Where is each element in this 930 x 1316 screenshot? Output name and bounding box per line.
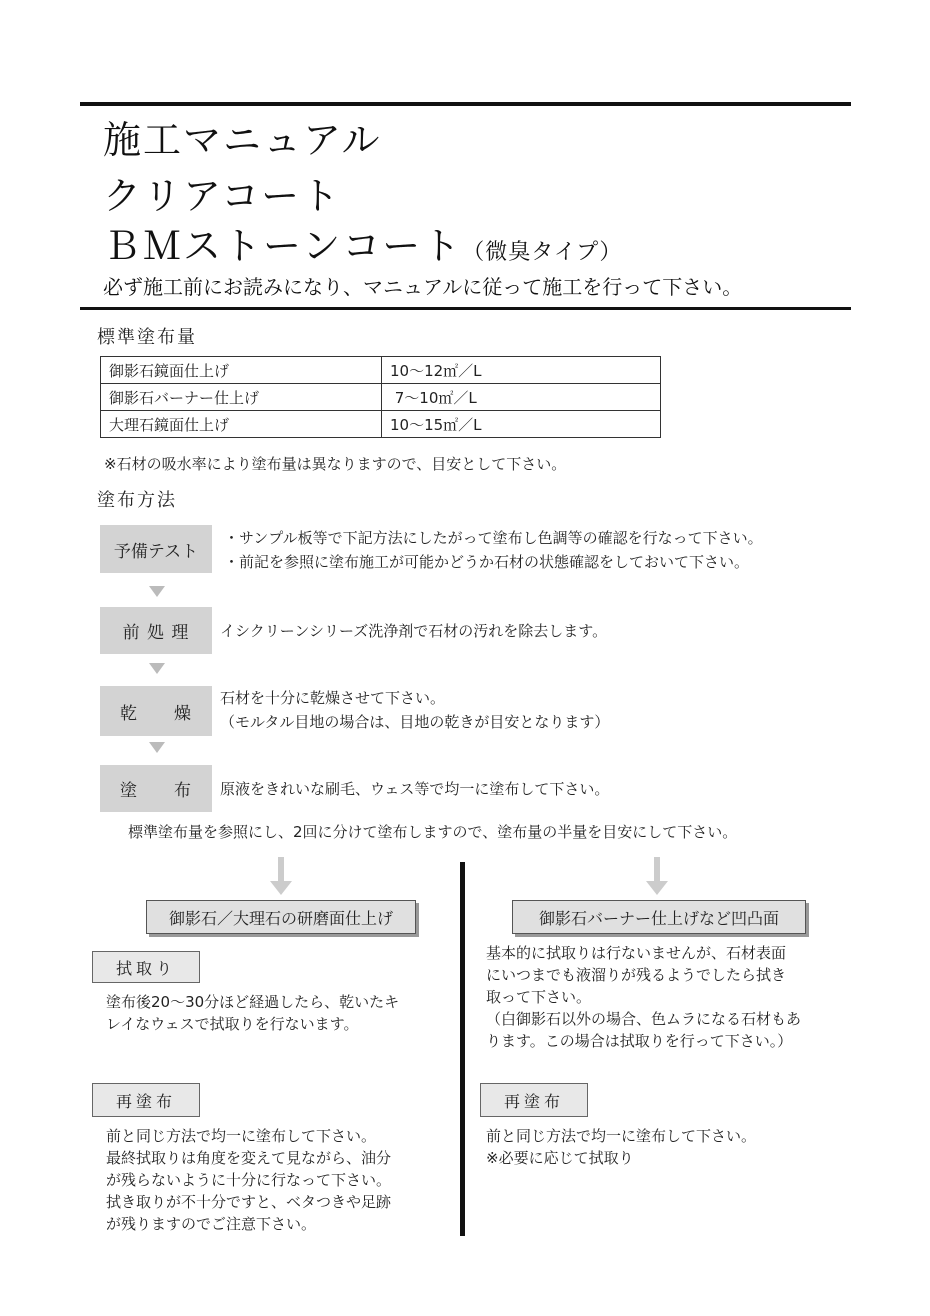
right-recoat-text <box>486 1125 756 1169</box>
finish-cell: 御影石バーナー仕上げ <box>101 384 382 411</box>
product-name: ＢＭストーンコート <box>103 224 463 268</box>
step-pretreatment: 前 処 理 <box>100 607 212 654</box>
table-row <box>101 357 661 384</box>
step-application-label: 塗 布 <box>120 781 192 801</box>
title-line-3 <box>103 224 622 275</box>
title-line-2: クリアコート <box>103 174 342 218</box>
coverage-table <box>100 356 661 438</box>
right-line: （白御影石以外の場合、色ムラになる石材もあ <box>486 1010 802 1028</box>
finish-cell: 大理石鏡面仕上げ <box>101 411 382 438</box>
wipe-label: 拭取り <box>92 951 200 983</box>
recoat-line: が残りますのでご注意下さい。 <box>106 1215 317 1233</box>
step-application-line-1: 原液をきれいな刷毛、ウェス等で均一に塗布して下さい。 <box>220 780 610 798</box>
wipe-line: 塗布後20～30分ほど経過したら、乾いたキ <box>106 993 400 1011</box>
arrow-shaft <box>278 857 284 883</box>
arrow-shaft <box>654 857 660 883</box>
finish-cell: 御影石鏡面仕上げ <box>101 357 382 384</box>
right-recoat-label: 再塗布 <box>480 1083 588 1117</box>
column-divider <box>460 862 465 1236</box>
step-drying-label: 乾 燥 <box>120 703 192 724</box>
left-recoat-text <box>106 1125 391 1235</box>
top-rule <box>80 102 851 106</box>
amount-cell: 7～10㎡／L <box>382 384 661 411</box>
notice: 必ず施工前にお読みになり、マニュアルに従って施工を行って下さい。 <box>103 275 743 299</box>
table-row <box>101 384 661 411</box>
right-line: 基本的に拭取りは行ないませんが、石材表面 <box>486 944 787 962</box>
title-line-1: 施工マニュアル <box>103 118 382 162</box>
recoat-line: ※必要に応じて拭取り <box>486 1149 634 1167</box>
right-header: 御影石バーナー仕上げなど凹凸面 <box>512 900 806 934</box>
right-line: 取って下さい。 <box>486 988 592 1006</box>
step-drying-line-1: 石材を十分に乾燥させて下さい。 <box>220 689 446 707</box>
left-recoat-label: 再塗布 <box>92 1083 200 1117</box>
left-header: 御影石／大理石の研磨面仕上げ <box>146 900 416 934</box>
arrow-down-icon <box>270 881 292 895</box>
step-application <box>100 765 212 812</box>
method-heading: 塗布方法 <box>97 490 177 511</box>
table-row <box>101 411 661 438</box>
step-drying-line-2: （モルタル目地の場合は、目地の乾きが目安となります） <box>220 713 610 731</box>
coverage-note: ※石材の吸水率により塗布量は異なりますので、目安として下さい。 <box>104 455 567 473</box>
recoat-line: 拭き取りが不十分ですと、ベタつきや足跡 <box>106 1193 392 1211</box>
arrow-down-icon <box>646 881 668 895</box>
step-pretreatment-line-1: イシクリーンシリーズ洗浄剤で石材の汚れを除去します。 <box>220 622 608 640</box>
step-pretest-line-1: ・サンプル板等で下記方法にしたがって塗布し色調等の確認を行なって下さい。 <box>224 529 763 547</box>
recoat-line: が残らないように十分に行なって下さい。 <box>106 1171 392 1189</box>
recoat-line: 前と同じ方法で均一に塗布して下さい。 <box>486 1127 757 1145</box>
application-note: 標準塗布量を参照にし、2回に分けて塗布しますので、塗布量の半量を目安にして下さい。 <box>128 823 738 841</box>
recoat-line: 前と同じ方法で均一に塗布して下さい。 <box>106 1127 377 1145</box>
right-line: にいつまでも液溜りが残るようでしたら拭き <box>486 966 787 984</box>
wipe-text <box>106 991 399 1035</box>
recoat-line: 最終拭取りは角度を変えて見ながら、油分 <box>106 1149 392 1167</box>
down-arrow-icon <box>149 742 165 753</box>
coverage-heading: 標準塗布量 <box>97 327 197 348</box>
right-line: ります。この場合は拭取りを行って下さい。） <box>486 1032 793 1050</box>
wipe-line: レイなウェスで拭取りを行ないます。 <box>106 1015 359 1033</box>
mid-rule <box>80 307 851 310</box>
step-pretest: 予備テスト <box>100 525 212 573</box>
amount-cell: 10～12㎡／L <box>382 357 661 384</box>
down-arrow-icon <box>149 586 165 597</box>
step-drying <box>100 686 212 736</box>
amount-cell: 10～15㎡／L <box>382 411 661 438</box>
product-subtitle: （微臭タイプ） <box>462 240 623 265</box>
step-pretest-line-2: ・前記を参照に塗布施工が可能かどうか石材の状態確認をしておいて下さい。 <box>224 553 750 571</box>
right-text <box>486 942 801 1052</box>
down-arrow-icon <box>149 663 165 674</box>
